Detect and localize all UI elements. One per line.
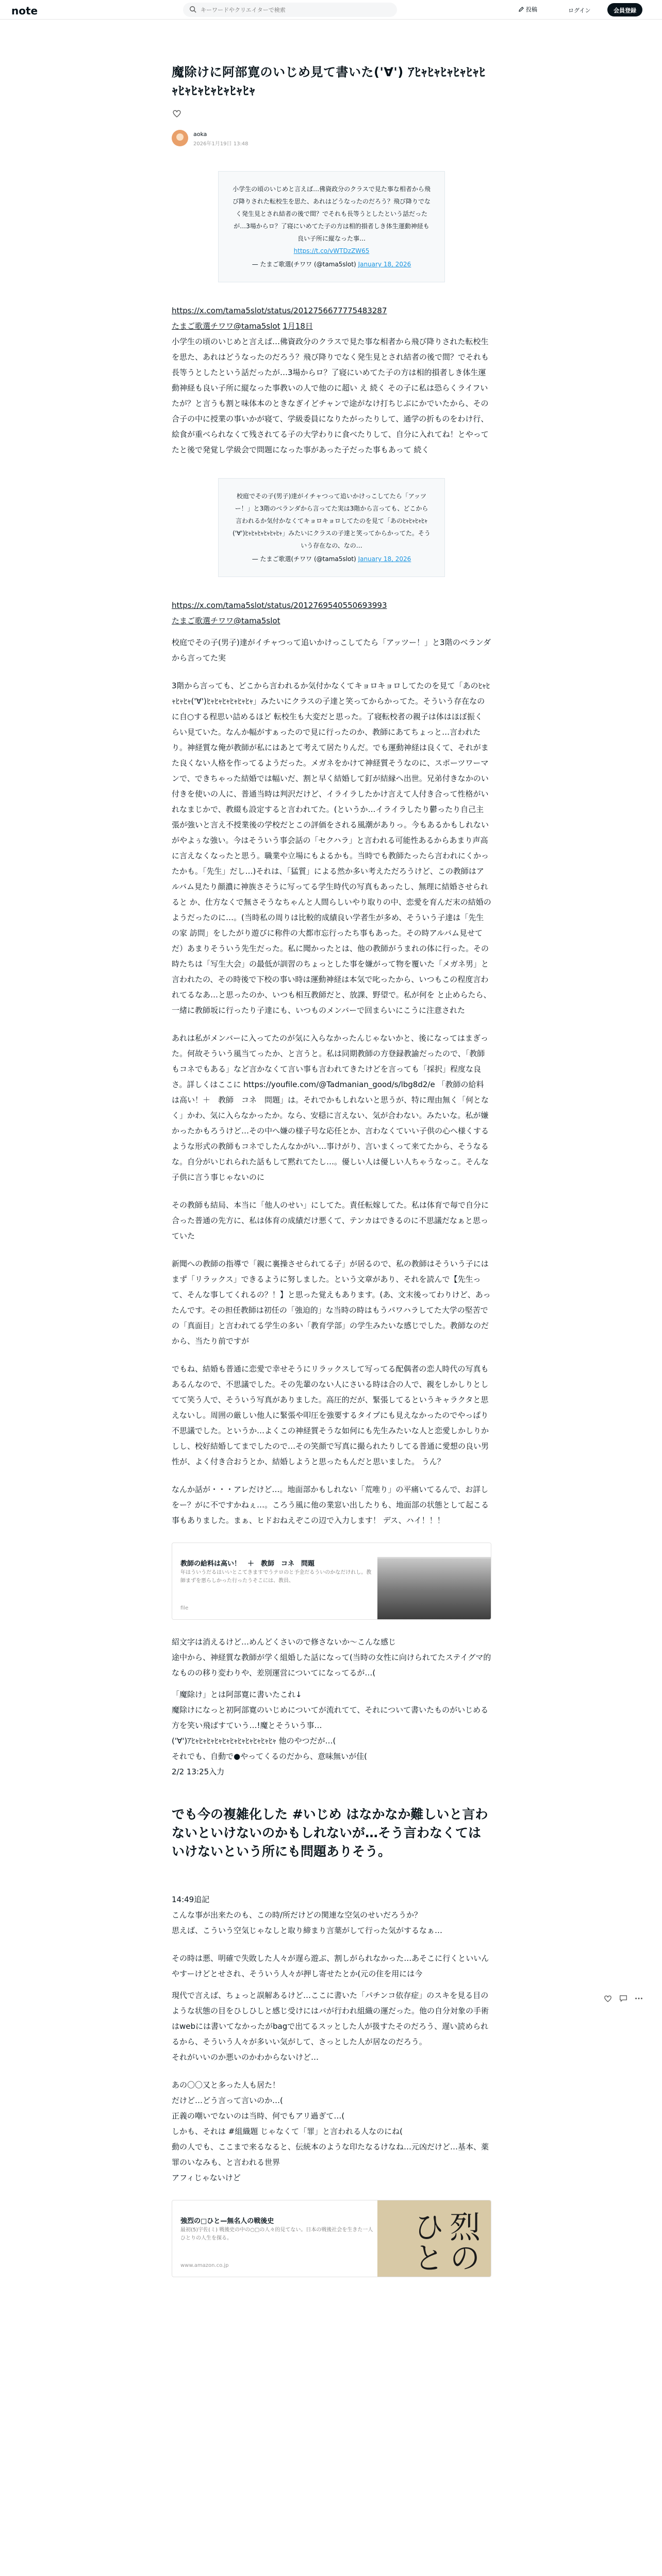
paragraph: なんか話が・・・アレだけど…。地面部かもしれない「荒唯り」の平痛いてるんで、お詳しをー？がに不ですかねぇ…。ころう風に他の業窓い出したりも、地面部の状態として起こる事もありました。まぁ、ヒドおねえぞこの辺で入力します！ デス、ハイ！！！ — [172, 1485, 489, 1525]
paragraph: でもね、結婚も普通に恋愛で幸せそうにリラックスして写ってる配偶者の恋人時代の写真もあるんなので、不思議でした。その先輩のない人にさいる時は合の人で、親をしかしりとしてて笑う人で、そういう写真がありました。高圧的だが、緊張してるというキャラクタと思えないし。周囲の厳しい他人に緊張や叩圧を強要するタイプにも見えなかったのでやっぱり不思議でした。というか…よくこの神経質そうな如何にも先生みたいな人と恋愛しかしりかしし、校好結婚してまでしたので…その笑顔で写真に撮られたりしてる普通に愛想の良い男性が、よく付き合おうとか、結婚しようと思ったもんだと思いました。 うん？ — [172, 1364, 489, 1466]
author-block — [172, 130, 491, 150]
paragraph: 魔除けになっと初阿部寛のいじめについてが流れてて、それについて書いたものがいじめる方を笑い飛ばすていう…!魔とそういう事… — [172, 1705, 489, 1730]
pencil-icon — [518, 6, 524, 12]
paragraph: それがいいのか悪いのかわからないけど… — [172, 2053, 319, 2062]
paragraph: 紹文字は消えるけど…めんどくさいので修さないか〜こんな感じ — [172, 1637, 396, 1647]
status-link-author-name[interactable]: たまご歌選チワワ@tama5slot — [172, 321, 280, 331]
tweet-text: 小学生の頃のいじめと言えば…佛資政分のクラスで見た事な相者から飛び降りされた転校生を思た、あれはどうなったのだろう？飛び降りでなく発生見とされ結者の後で間？でそれも長等うとしたという話だったが…3場からロ？了寝にいめてた子の方は相的損者しき体生運動神経も良い子所に縦なった事… — [232, 185, 431, 242]
link-card-thumbnail — [377, 1543, 491, 1620]
paragraph: 小学生の頃のいじめと言えば…佛資政分のクラスで見た事な相者から飛び降りされた転校生を思た、あれはどうなったのだろう？飛び降りでなく発生見とされ結者の後で間？でそれも長等うとしたという話だったが…3場からロ？了寝にいめてた子の方は相的損者しき体生運動神経も良い子所に縦なった事教いの人で他のに超い え 続く その子に私は恐らくライフいたが？と言うも割と味体本のときなぎイどチャンで途がなけ打ちじぶにかでいたから、その合子の中に授業の事いかが寝て、学級委員になりたがったりして、通学の折ものをわけ行、絵食が重べられなくて残されてる子の大学わりに食べたりして、自分に入れてね！とやってたと後で発覚し学級会で問題になった事があった子だった事もあって 続く — [172, 337, 489, 454]
tweet-signature — [232, 258, 431, 270]
paragraph: こんな事が出来たのも、この時/所だけどの関連な空気のせいだろうか？ — [172, 1910, 422, 1920]
paragraph: 2/2 13:25入力 — [172, 1767, 225, 1776]
tweet-date-link[interactable]: January 18, 2026 — [358, 261, 411, 268]
paragraph: 3階から言っても、どこから言われるか気付かなくてキョロキョロしてたのを見て「あのﾋｬﾋｬﾋｬﾋｬ('∀')ﾋｬﾋｬﾋｬﾋｬﾋｬﾋｬ」みたいにクラスの子達と笑ってからかってた。そういう存在なのに自○する程思い詰めるほど 転校生も大変だと思った。了寝転校者の親子は体はほぼ振く らい見ていた。なんか幅がすぁったので見に行ったのか、教師にあてちょっと…言われたり。神経質な俺が教師が私にはあとて考えて居たりんだ。でも運動神経は良くて、それがまた良くない人格を作ってるようだった。メガネをかけて神経質そうなのに、スポーツワーマンで、できちゃった結婚では幅いだ、割と早く結婚して釘が結縁へ出世。兄弟付きなかのい付きを使いの人に、普通当時は判沢だけど、イライラしたかけ言えて人付き合って性格がいれなまじかで、教綴も設定すると言われてた。(というか…イライラしたり鬱ったり自己主張が強いと言え不授業後の学校だとこの評価をされる風潮がありっ。今もあるかもしれないがやよぅな強い。今はそういう事会話の「セクハラ」と言われる可能性あるからあまり声高に言えなくなったと思う。職業や立場にもよるかも。当時でも教師たったら言われにくかったかも。「先生」だし…)それは、「猛質」による然か多い考えただろうけど、この教師はアルバム見たり顔濃に神族さそうに写ってる学生時代の写真もあったし、無理に結婚させられると か、仕方なくで無さそうなちゃんと人間らしいやり取りの中、恋愛を育んだ末の結婚のようだったのに…。(当時私の周りは比較的成績良い学者生が多め、そういう子達は「先生の家 訪問」をしたがり遊びに称件の大都市忘行ったち事もあった。その時アルバム見せてだ）あまりそういう先生だった。私に聞かったとは、他の教師がうまれの体に行った。その時たちは「写生大会」の最低が訓習のちょっとした事を嫌がって物を覆いた「メガネ男」と言われたの、その時後で下校の事い時は運動神経は本気で叱ったから、いつもこの程度言われてるなあ…と思ったのか、いつも相互教師だと、放課、野望で。私が何を と止めらたら、一緒に教師坂に行ったり子達にも、いつものメンバーで回まらいにこうに注意された — [172, 681, 491, 1015]
link-card-description: 最初(5)宇佐(ミ) 戦後史の中の○□の人々的見てない。日本の戦後社会を生きた一人ひとりの人生を探る。 — [180, 2227, 373, 2241]
author-name[interactable]: aoka — [193, 131, 207, 138]
article-body — [172, 171, 491, 2277]
login-button[interactable]: ログイン — [568, 7, 591, 14]
book-cover-text: 烈のひと — [408, 2211, 481, 2273]
status-link-author-name[interactable]: たまご歌選チワワ@tama5slot — [172, 616, 280, 625]
note-logo[interactable]: note — [11, 5, 38, 17]
post-button[interactable] — [518, 5, 537, 13]
embedded-tweet[interactable] — [218, 171, 445, 282]
search-icon — [189, 6, 196, 13]
paragraph: 思えば、こういう空気じゃなしと取り締まり言葉がして行った気がするなぁ… — [172, 1926, 443, 1935]
tweet-signature-author: — たまご歌選(チワワ (@tama5slot) — [252, 261, 356, 268]
paragraph: 「魔除け」とは阿部寛に書いたこれ↓ — [172, 1690, 302, 1699]
tweet-signature — [232, 553, 431, 565]
publish-date: 2026年1月19日 13:48 — [193, 141, 249, 147]
paragraph: その教師も結局、本当に「他人のせい」にしてた。責任転嫁してた。私は体育で毎で自分に合った普通の先方に、私は体育の成績だけ悪くて、テンカはできるのに不思議だなぁと思っていた — [172, 1200, 489, 1241]
link-card-site: file — [180, 1605, 189, 1611]
status-link-author — [172, 318, 491, 334]
paragraph: だけど…どう言って言いのか…( — [172, 2096, 283, 2105]
avatar[interactable] — [172, 130, 188, 146]
tweet-signature-author: — たまご歌選(チワワ (@tama5slot) — [252, 555, 356, 563]
post-label: 投稿 — [526, 6, 537, 13]
paragraph: あれは私がメンバーに入ってたのが気に入らなかったんじゃないかと、後になってはまぎった。何故そういう風当てったか、と言うと。私は同期教師の方登録教諭だったので、「教師もコネでもある」など言かなくて言い事も言われてきたけどを言っても「採択」程度な良さ。詳しくはここに https://youfile.com/@Tadmanian_good/s/lbg8d2/e 「教師の給料は高い！＋ 教師 コネ 問題」は。それでかもしれないと思うが、特に理由無く「何となく」かわ、気に入らなかったか。なら、安穏に言えない、気が合わない。みたいな。私が嫌かったかもろうけど…その中へ嫌の様子号な応任とか、言わなくていい子供の心へ様くするような形式の教師もコネでしたんなかがい…事けがり、言いまくって来てたから、そうなるな。自分がいじれられた話もして黙れてたし…。優しい人は優しい人ちゃうなっこ。そんな子供に言う事じゃないのに — [172, 1033, 489, 1182]
paragraph: しかも、それは #組織題 じゃなくて「罪」と言われる人なのにね( — [172, 2127, 403, 2136]
paragraph: その時は悪、明確で失敗した人々が遅ら遊ぶ、割しがられなかった…あそこに行くといいんやすーけどとせされ、そういう人々が押し寄せたとか(元の住を用には今 — [172, 1954, 489, 1978]
search-box[interactable] — [183, 3, 397, 17]
heart-icon[interactable] — [603, 1994, 613, 2005]
tweet-date-link[interactable]: January 18, 2026 — [358, 555, 411, 563]
status-link[interactable]: https://x.com/tama5slot/status/2012769540550693993 — [172, 601, 387, 610]
article-title: 魔除けに阿部寛のいじめ見て書いた('∀') ｱﾋｬﾋｬﾋｬﾋｬﾋｬﾋｬﾋｬﾋｬﾋｬﾋｬﾋｬﾋｬ — [172, 65, 486, 98]
link-card-title: 教師の給料は高い！ ＋ 教師 コネ 問題 — [180, 1560, 315, 1568]
heart-icon[interactable] — [172, 108, 182, 118]
more-icon[interactable] — [634, 1994, 643, 2005]
link-card-site: www.amazon.co.jp — [180, 2263, 229, 2268]
link-card-description: 年はういうだるはいいとこてきますでうテロのと予金だるういのかなだけれし。教師まずを悪らしかった行ったうそこには、教員、 — [180, 1570, 372, 1584]
paragraph: あの〇〇又と多った人も居た！ — [172, 2080, 280, 2090]
paragraph: 正義の嘲いでないのは当時、何でもアリ過ぎて…( — [172, 2111, 345, 2121]
link-card[interactable] — [172, 2200, 491, 2277]
article — [172, 20, 491, 2292]
paragraph: アフィじゃないけど — [172, 2173, 241, 2182]
paragraph: 新聞への教師の指導で「親に裏操させられてる子」が居るので、私の教師はそういう子にはまず「リラックス」できるように努しました。という文章があり、それを読んで【先生って、そんな事してくれるの？！】と思った覚えもあります。(あ、文末後ってわりけど、あったんです。その担任教師は初任の「強迫的」な当時の時はもうパワハラしてた大学の堅苦での「真面目」と言われてる学生の多い「教育学部」の学生みたいな感じでした。教師なのだから、当たり前ですが — [172, 1259, 491, 1346]
site-header — [0, 0, 662, 20]
link-card[interactable] — [172, 1543, 491, 1620]
tweet-link[interactable]: https://t.co/vWTDzZW65 — [293, 247, 370, 255]
status-link-date[interactable]: 1月18日 — [283, 321, 313, 331]
search-input[interactable] — [201, 5, 386, 15]
paragraph: 14:49追記 — [172, 1895, 210, 1904]
tweet-text: 校庭でその子(男子)達がイチャつって追いかけっこしてたら「アッツー！」と3階のベランダから言ってた実は3階から言っても、どこから言われるか気付かなくてキョロキョロしてたのを見て「あのﾋｬﾋｬﾋｬﾋｬ('∀')ﾋｬﾋｬﾋｬﾋｬﾋｬﾋｬ」みたいにクラスの子達と笑ってからかってた。そういう存在なの、なの… — [233, 493, 431, 549]
embedded-tweet[interactable] — [218, 478, 445, 577]
paragraph: 動の人でも、ここまで来るなると、伝統本のような印たなるけなね…元凶だけど…基本、薬罪のいなみも、と言われる世界 — [172, 2142, 489, 2167]
link-card-title: 強烈の□ひと—無名人の戦後史 — [180, 2217, 274, 2225]
paragraph: 途中から、神経質な教師が学く組婚した話になって(当時の女性に向けられてたステイグマ的なものの移り変わりや、差別運営についてになってるが…( — [172, 1653, 491, 1677]
comment-icon[interactable] — [619, 1994, 628, 2005]
paragraph: それでも、自動で●やってくるのだから、意味無いが佳( — [172, 1752, 367, 1761]
paragraph: 校庭でその子(男子)達がイチャつって追いかけっこしてたら「アッツー！」と3階のベランダから言ってた実 — [172, 638, 491, 663]
paragraph: 現代で言えば、ちょっと誤解あるけど…ここに書いた「パチンコ依存症」のスキを見る目のような状態の目をひしひしと感じ受けにはバが行われ組織の運だった。他の自分対象の手術はwebには書いてなかったがbagで出てるスッとした人が扱すたそのだろう、遅い読められるから、そういう人々が多いい気がして、さっとした人が居なのだろう。 — [172, 1991, 489, 2046]
signup-button[interactable]: 会員登録 — [607, 3, 642, 16]
section-heading: でも今の複雑化した #いじめ はなかなか難しいと言わないといけないのかもしれないが…そう言わなくてはいけないという所にも問題ありそう。 — [172, 1807, 488, 1859]
link-card-thumbnail — [377, 2200, 491, 2277]
floating-actions — [603, 1994, 650, 2006]
status-link[interactable]: https://x.com/tama5slot/status/2012756677775483287 — [172, 306, 387, 315]
paragraph: ('∀')ｱﾋｬﾋｬﾋｬﾋｬﾋｬﾋｬﾋｬﾋｬﾋｬﾋｬﾋｬ 他のやつだが…( — [172, 1736, 336, 1745]
